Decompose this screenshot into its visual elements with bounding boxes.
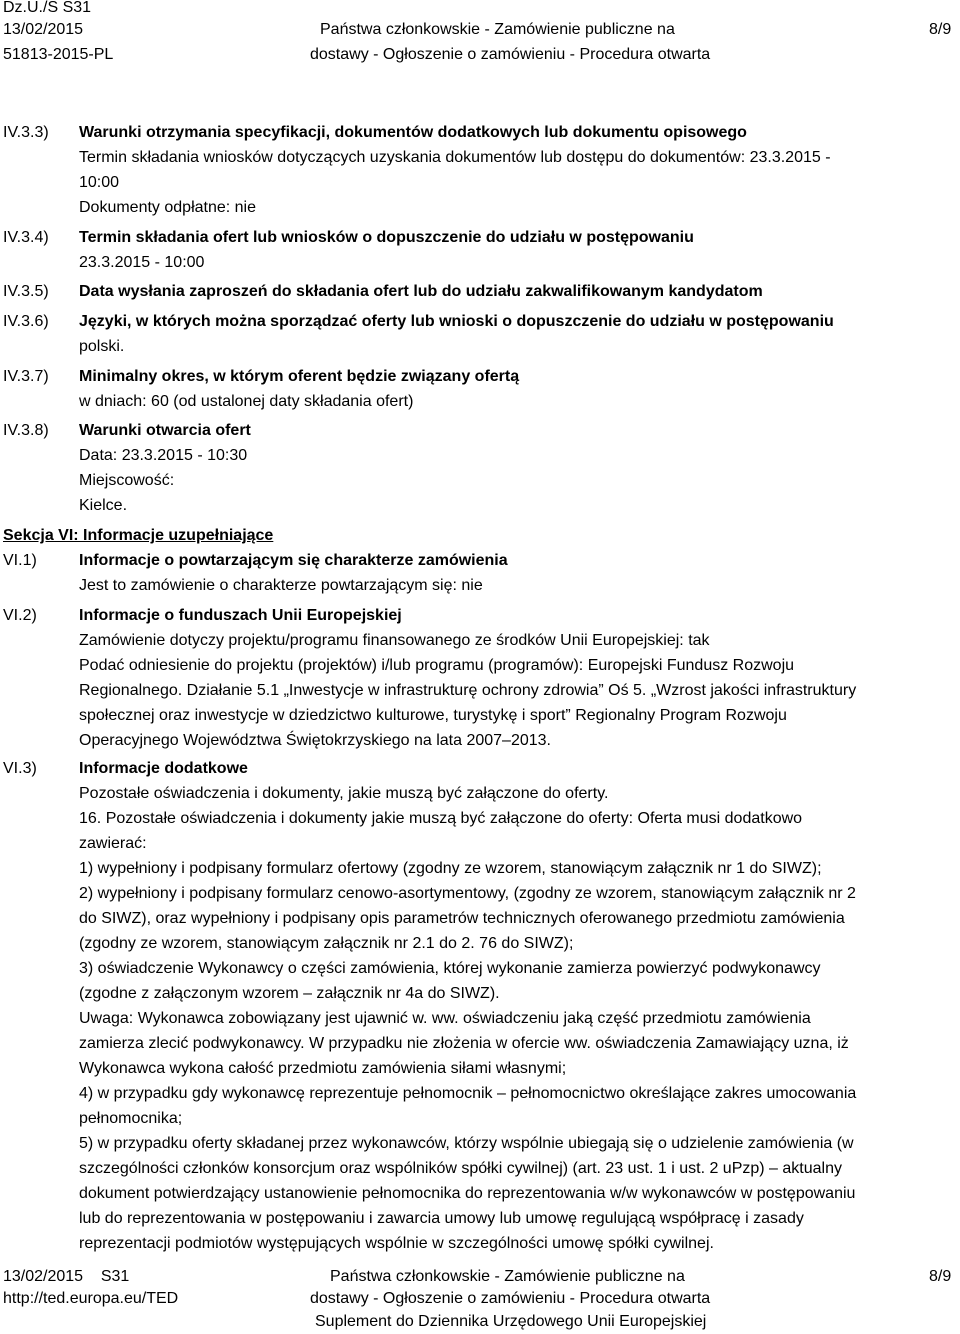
section-text-line: Jest to zamówienie o charakterze powtarzającym się: nie [79,577,483,594]
section-text-line: Uwaga: Wykonawca zobowiązany jest ujawnić w. ww. oświadczeniu jaką część przedmiotu zamówienia [79,1010,811,1027]
section-heading: Minimalny okres, w którym oferent będzie związany ofertą [79,368,520,385]
section-text-line: 10:00 [79,174,120,191]
section-text-line: 16. Pozostałe oświadczenia i dokumenty jakie muszą być załączone do oferty: Oferta musi dodatkowo [79,810,803,827]
section-text-line: Miejscowość: [79,472,175,489]
header-title-line1: Państwa członkowskie - Zamówienie publiczne na [320,21,675,38]
header-date: 13/02/2015 [3,21,84,38]
section-heading: Warunki otrzymania specyfikacji, dokumentów dodatkowych lub dokumentu opisowego [79,124,747,141]
footer-title-line1: Państwa członkowskie - Zamówienie publiczne na [330,1268,685,1285]
section-text-line: Regionalnego. Działanie 5.1 „Inwestycje w infrastrukturę ochrony zdrowia” Oś 5. „Wzrost jakości infrastruktury [79,682,857,699]
section-number: IV.3.3) [3,124,49,141]
footer-supplement: Suplement do Dziennika Urzędowego Unii Europejskiej [315,1313,707,1330]
section-vi-title: Sekcja VI: Informacje uzupełniające [3,527,274,544]
section-number: IV.3.7) [3,368,49,385]
section-text-line: Kielce. [79,497,128,514]
section-text-line: 23.3.2015 - 10:00 [79,254,205,271]
section-number: VI.2) [3,607,37,624]
section-text-line: 2) wypełniony i podpisany formularz cenowo-asortymentowy, (zgodny ze wzorem, stanowiącym załącznik nr 2 [79,885,856,902]
section-number: IV.3.4) [3,229,49,246]
section-text-line: Operacyjnego Województwa Świętokrzyskiego na lata 2007–2013. [79,732,551,749]
section-text-line: 1) wypełniony i podpisany formularz ofertowy (zgodny ze wzorem, stanowiącym załącznik nr 1 do SIWZ); [79,860,822,877]
section-text-line: 4) w przypadku gdy wykonawcę reprezentuje pełnomocnik – pełnomocnictwo określające zakres umocowania [79,1085,857,1102]
section-text-line: zamierza zlecić podwykonawcy. W przypadku nie złożenia w ofercie ww. oświadczenia Zamawiający uzna, iż [79,1035,849,1052]
section-text-line: Data: 23.3.2015 - 10:30 [79,447,248,464]
footer-url[interactable]: http://ted.europa.eu/TED [3,1290,179,1307]
section-text-line: Wykonawca wykona całość przedmiotu zamówienia siłami własnymi; [79,1060,567,1077]
section-number: VI.3) [3,760,37,777]
section-heading: Termin składania ofert lub wniosków o dopuszczenie do udziału w postępowaniu [79,229,694,246]
section-text-line: społecznej oraz inwestycje w dziedzictwo kulturowe, turystykę i sport” Regionalny Program Rozwoju [79,707,787,724]
footer-page-number: 8/9 [929,1268,952,1285]
section-heading: Języki, w których można sporządzać oferty lub wnioski o dopuszczenie do udziału w postępowaniu [79,313,834,330]
section-number: VI.1) [3,552,37,569]
section-text-line: dokument potwierdzający ustanowienie pełnomocnika do reprezentowania w/w wykonawców w postępowaniu [79,1185,856,1202]
header-page-number: 8/9 [929,21,952,38]
footer-title-line2: dostawy - Ogłoszenie o zamówieniu - Procedura otwarta [310,1290,711,1307]
section-text-line: 5) w przypadku oferty składanej przez wykonawców, którzy wspólnie ubiegają się o udzielenie zamówienia (w [79,1135,854,1152]
section-number: IV.3.5) [3,283,49,300]
notice-number: 51813-2015-PL [3,46,114,63]
section-number: IV.3.6) [3,313,49,330]
section-text-line: Zamówienie dotyczy projektu/programu finansowanego ze środków Unii Europejskiej: tak [79,632,710,649]
section-text-line: Dokumenty odpłatne: nie [79,199,256,216]
footer-date: 13/02/2015 S31 [3,1268,130,1285]
section-heading: Informacje o powtarzającym się charakterze zamówienia [79,552,508,569]
section-text-line: 3) oświadczenie Wykonawcy o części zamówienia, której wykonanie zamierza powierzyć podwykonawcy [79,960,821,977]
section-text-line: zawierać: [79,835,147,852]
section-number: IV.3.8) [3,422,49,439]
section-text-line: w dniach: 60 (od ustalonej daty składania ofert) [79,393,414,410]
section-heading: Informacje o funduszach Unii Europejskiej [79,607,402,624]
section-text-line: reprezentacji podmiotów występujących wspólnie w szczególności umowę spółki cywilnej. [79,1235,714,1252]
section-text-line: pełnomocnika; [79,1110,183,1127]
journal-ref: Dz.U./S S31 [3,0,92,16]
section-text-line: szczególności członków konsorcjum oraz wspólników spółki cywilnej) (art. 23 ust. 1 i ust. 2 uPzp) – aktualny [79,1160,842,1177]
section-text-line: do SIWZ), oraz wypełniony i podpisany opis parametrów technicznych oferowanego przedmiotu zamówienia [79,910,845,927]
section-text-line: polski. [79,338,125,355]
section-text-line: (zgodne z załączonym wzorem – załącznik nr 4a do SIWZ). [79,985,500,1002]
section-heading: Data wysłania zaproszeń do składania ofert lub do udziału zakwalifikowanym kandydatom [79,283,763,300]
header-title-line2: dostawy - Ogłoszenie o zamówieniu - Procedura otwarta [310,46,711,63]
section-heading: Warunki otwarcia ofert [79,422,251,439]
section-text-line: lub do reprezentowania w postępowaniu i zawarcia umowy lub umowę regulującą współpracę i zasady [79,1210,804,1227]
section-text-line: Podać odniesienie do projektu (projektów) i/lub programu (programów): Europejski Fundusz Rozwoju [79,657,795,674]
section-text-line: (zgodny ze wzorem, stanowiącym załącznik nr 2.1 do 2. 76 do SIWZ); [79,935,574,952]
section-text-line: Pozostałe oświadczenia i dokumenty, jakie muszą być załączone do oferty. [79,785,609,802]
section-text-line: Termin składania wniosków dotyczących uzyskania dokumentów lub dostępu do dokumentów: 23.3.2015 - [79,149,831,166]
section-heading: Informacje dodatkowe [79,760,248,777]
